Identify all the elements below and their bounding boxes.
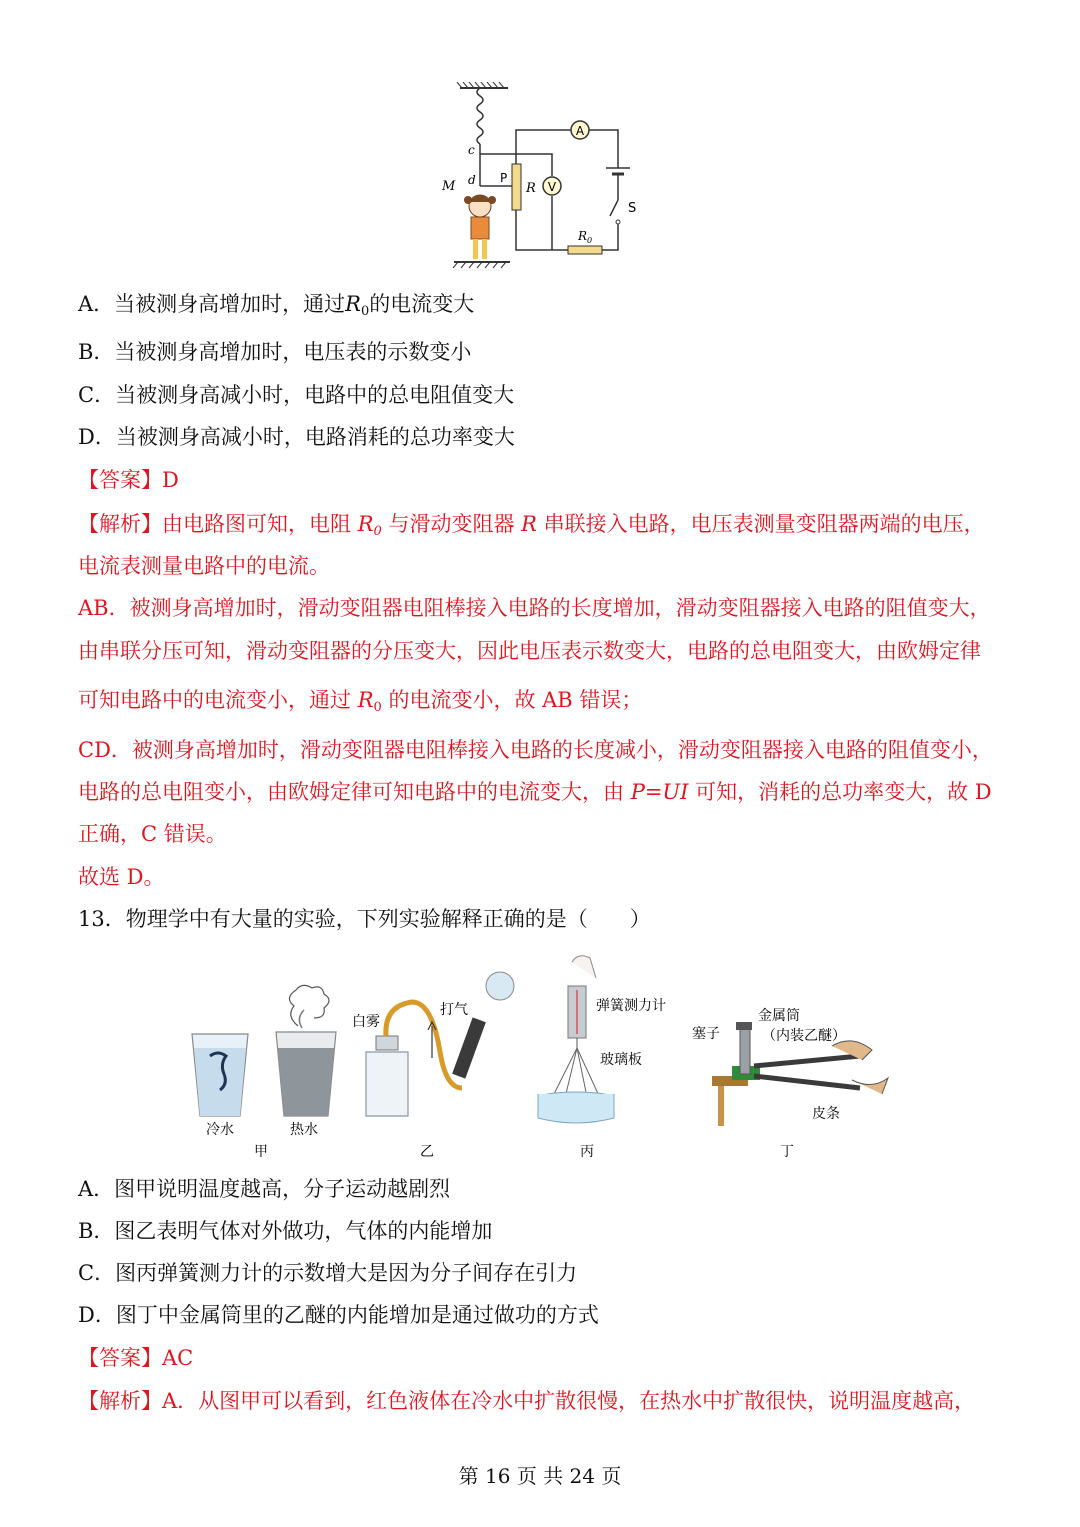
glass-plate-label: 玻璃板 bbox=[600, 1052, 642, 1068]
point-d-label: d bbox=[468, 173, 476, 187]
q12-option-a: A．当被测身高增加时，通过$R_0$的电流变大 bbox=[78, 292, 475, 319]
q12-analysis-line-2: 电流表测量电路中的电流。 bbox=[78, 554, 330, 578]
q12-option-b: B．当被测身高增加时，电压表的示数变小 bbox=[78, 340, 472, 364]
q13-option-b: B．图乙表明气体对外做功，气体的内能增加 bbox=[78, 1219, 493, 1243]
q12-cd-line-1: CD．被测身高增加时，滑动变阻器电阻棒接入电路的长度减小，滑动变阻器接入电路的阻值变小， bbox=[78, 738, 993, 762]
q12-option-c: C．当被测身高减小时，电路中的总电阻值变大 bbox=[78, 383, 515, 407]
q12-answer: 【答案】D bbox=[78, 468, 179, 492]
spring-balance-icon bbox=[538, 956, 614, 1123]
resistor-r-label: R bbox=[526, 181, 536, 196]
spring-balance-label: 弹簧测力计 bbox=[596, 998, 666, 1014]
figure-bing-label: 丙 bbox=[580, 1144, 594, 1160]
circuit-diagram bbox=[430, 82, 650, 272]
metal-tube-note-label: （内装乙醚） bbox=[762, 1028, 846, 1044]
figure-jia-label: 甲 bbox=[254, 1144, 268, 1160]
q13-option-c: C．图丙弹簧测力计的示数增大是因为分子间存在引力 bbox=[78, 1261, 578, 1285]
switch-label: S bbox=[628, 201, 637, 216]
q12-ab-line-3: 可知电路中的电流变小，通过 $R_0$ 的电流变小，故 AB 错误； bbox=[78, 688, 643, 715]
q12-cd-line-3: 正确，C 错误。 bbox=[78, 822, 227, 846]
q13-answer: 【答案】AC bbox=[78, 1346, 194, 1370]
slider-p-label: P bbox=[500, 171, 508, 185]
plug-label: 塞子 bbox=[692, 1026, 720, 1042]
q13-option-a: A．图甲说明温度越高，分子运动越剧烈 bbox=[78, 1177, 451, 1201]
metal-tube-label: 金属筒 bbox=[758, 1008, 800, 1024]
q12-conclusion: 故选 D。 bbox=[78, 865, 165, 889]
point-c-label: c bbox=[468, 143, 475, 157]
q13-analysis-line-1: 【解析】A．从图甲可以看到，红色液体在冷水中扩散很慢，在热水中扩散很快，说明温度越高， bbox=[78, 1389, 976, 1413]
q12-analysis-line-1: 【解析】由电路图可知，电阻 $R_0$ 与滑动变阻器 R 串联接入电路，电压表测量变阻器两端的电压， bbox=[78, 512, 985, 539]
q12-option-d: D．当被测身高减小时，电路消耗的总功率变大 bbox=[78, 425, 515, 449]
page-footer: 第 16 页 共 24 页 bbox=[458, 1464, 622, 1488]
belt-label: 皮条 bbox=[812, 1106, 840, 1122]
pump-label: 打气 bbox=[440, 1002, 468, 1018]
q12-ab-line-2: 由串联分压可知，滑动变阻器的分压变大，因此电压表示数变大，电路的总电阻变大，由欧姆定律 bbox=[78, 639, 981, 663]
q13-option-d: D．图丁中金属筒里的乙醚的内能增加是通过做功的方式 bbox=[78, 1303, 599, 1327]
figure-ding-label: 丁 bbox=[780, 1144, 794, 1160]
hot-water-label: 热水 bbox=[290, 1122, 318, 1138]
cold-water-label: 冷水 bbox=[206, 1122, 234, 1138]
girl-figure-icon bbox=[464, 195, 496, 259]
q13-experiment-figures bbox=[180, 948, 900, 1164]
q13-stem: 13．物理学中有大量的实验，下列实验解释正确的是（ ） bbox=[78, 907, 651, 931]
r0-label: $R_0$ bbox=[578, 229, 593, 245]
hot-water-cup-icon bbox=[276, 985, 336, 1116]
voltmeter-label: V bbox=[547, 180, 557, 194]
figure-yi-label: 乙 bbox=[420, 1144, 434, 1160]
mist-label: 白雾 bbox=[352, 1014, 380, 1030]
ammeter-label: A bbox=[575, 124, 585, 138]
bottle-pump-icon bbox=[366, 972, 514, 1116]
q12-ab-line-1: AB．被测身高增加时，滑动变阻器电阻棒接入电路的长度增加，滑动变阻器接入电路的阻值变大， bbox=[78, 596, 991, 620]
cold-water-cup-icon bbox=[192, 1034, 248, 1116]
point-m-label: M bbox=[442, 179, 456, 194]
q12-cd-line-2: 电路的总电阻变小，由欧姆定律可知电路中的电流变大，由 P=UI 可知，消耗的总功率变大，故 D bbox=[78, 780, 992, 804]
